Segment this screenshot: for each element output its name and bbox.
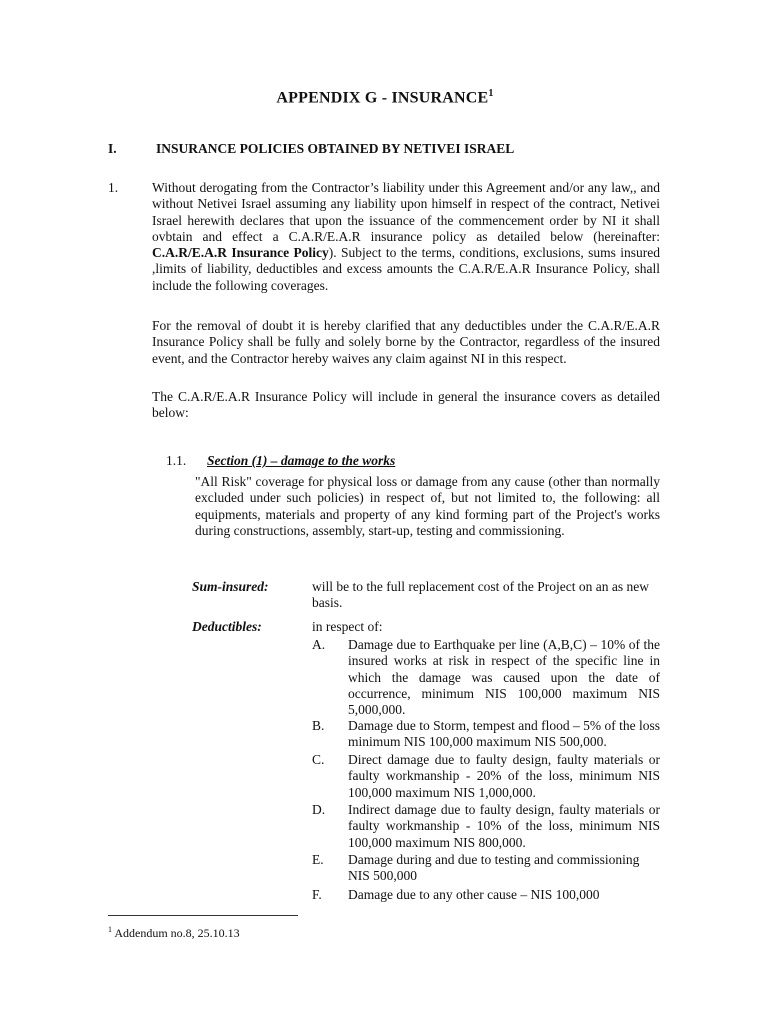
deductible-letter: E. bbox=[312, 852, 324, 867]
footnote bbox=[108, 925, 240, 941]
deductible-letter: C. bbox=[312, 752, 325, 767]
deductible-text: Damage due to Earthquake per line (A,B,C) – 10% of the insured works at risk in respect of the specific line in which the damage was caused upon the date of occurrence, minimum NIS 100,000 maximum NIS 5,000,000. bbox=[348, 637, 660, 718]
deductible-letter: F. bbox=[312, 887, 322, 902]
clause-number: 1. bbox=[108, 180, 119, 195]
deductible-text: Damage due to Storm, tempest and flood – 5% of the loss minimum NIS 100,000 maximum NIS 500,000. bbox=[348, 718, 660, 750]
subsection-title: Section (1) – damage to the works bbox=[207, 453, 396, 468]
clause-paragraph-3: The C.A.R/E.A.R Insurance Policy will include in general the insurance covers as detailed below: bbox=[152, 389, 660, 421]
subsection-body: "All Risk" coverage for physical loss or damage from any cause (other than normally excluded under such policies) in respect of, but not limited to, the following: all equipments, materials and property of any kind forming part of the Project's works during constructions, assembly, start-up, testing and commissioning. bbox=[195, 474, 660, 538]
sum-insured-label: Sum-insured: bbox=[192, 579, 269, 594]
section-number: I. bbox=[108, 141, 117, 156]
title-footnote-ref: 1 bbox=[488, 88, 494, 99]
title-text: APPENDIX G - INSURANCE bbox=[276, 89, 489, 107]
policy-defined-term: C.A.R/E.A.R Insurance Policy bbox=[152, 245, 329, 261]
deductible-letter: D. bbox=[312, 802, 326, 817]
deductible-text: Direct damage due to faulty design, faulty materials or faulty workmanship - 20% of the loss, minimum NIS 100,000 maximum NIS 1,000,000. bbox=[348, 752, 660, 800]
section-heading: INSURANCE POLICIES OBTAINED BY NETIVEI ISRAEL bbox=[156, 141, 515, 156]
deductibles-intro: in respect of: bbox=[312, 619, 383, 634]
sum-insured-value: will be to the full replacement cost of the Project on an as new basis. bbox=[312, 579, 650, 611]
deductible-text: Indirect damage due to faulty design, faulty materials or faulty workmanship - 10% of the loss, minimum NIS 100,000 maximum NIS 800,000. bbox=[348, 802, 660, 850]
deductible-letter: A. bbox=[312, 637, 326, 652]
footnote-divider bbox=[108, 915, 298, 916]
deductible-letter: B. bbox=[312, 718, 325, 733]
deductible-text: Damage during and due to testing and commissioning NIS 500,000 bbox=[348, 852, 640, 884]
footnote-marker: 1 bbox=[108, 925, 112, 934]
clause-paragraph-2: For the removal of doubt it is hereby clarified that any deductibles under the C.A.R/E.A.R Insurance Policy shall be fully and solely borne by the Contractor, regardless of the insured event, and the Contractor hereby waives any claim against NI in this respect. bbox=[152, 318, 660, 366]
subsection-number: 1.1. bbox=[166, 453, 187, 468]
deductibles-label: Deductibles: bbox=[192, 619, 262, 634]
clause-paragraph-1-start: Without derogating from the Contractor’s liability under this Agreement and/or any law,, and without Netivei Israel assuming any liability upon himself in respect of the contract, Netivei Israel herewith declares that upon the issuance of the commencement order by NI it shall ovbtain and effect a C.A.R/E.A.R insurance policy as detailed below (hereinafter: bbox=[152, 180, 660, 244]
clause-paragraph-1 bbox=[152, 180, 660, 294]
footnote-text: Addendum no.8, 25.10.13 bbox=[114, 926, 240, 940]
page-title bbox=[0, 88, 770, 107]
clause-paragraph-1-end: ). Subject to the terms, conditions, exclusions, sums insured ,limits of liability, deductibles and excess amounts the C.A.R/E.A.R Insurance Policy, shall include the following coverages. bbox=[152, 245, 661, 293]
deductible-text: Damage due to any other cause – NIS 100,000 bbox=[348, 887, 600, 902]
